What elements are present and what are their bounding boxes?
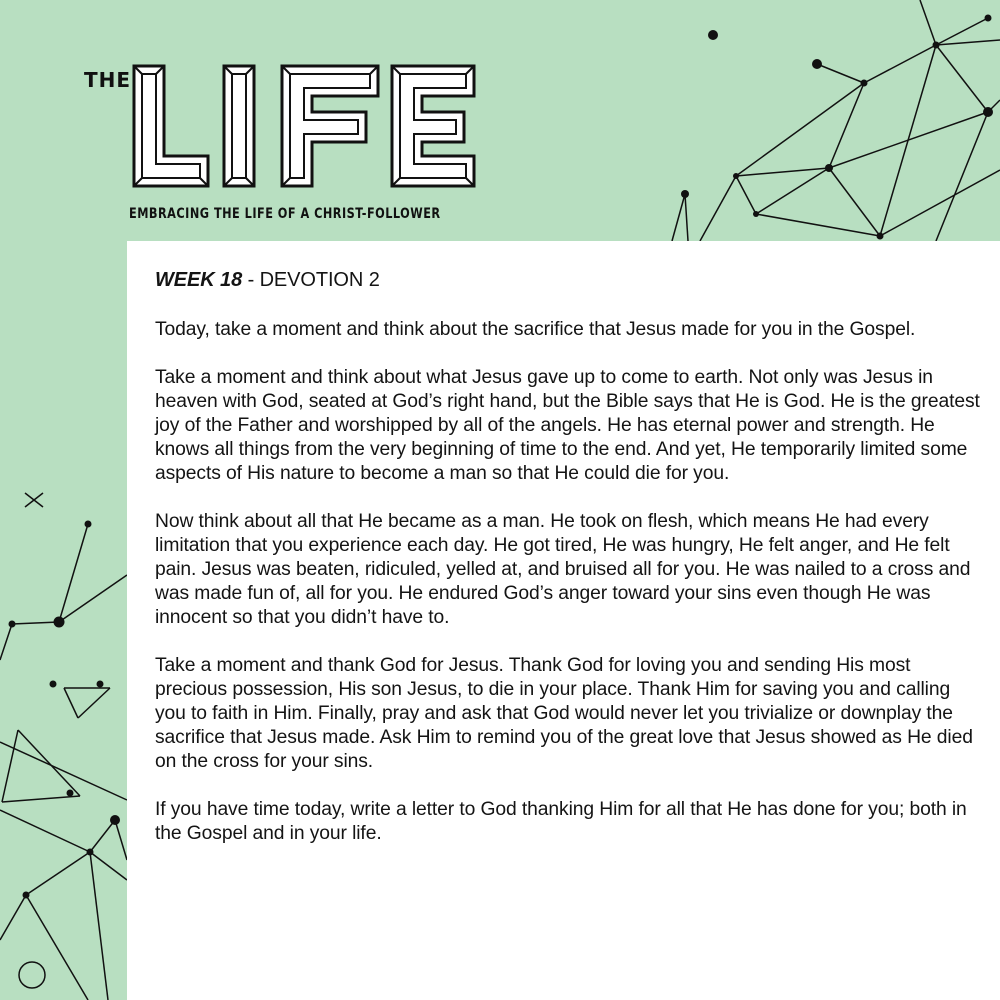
logo-tagline: EMBRACING THE LIFE OF A CHRIST-FOLLOWER — [129, 206, 441, 222]
logo-the: THE — [84, 68, 132, 92]
logo-life — [130, 64, 480, 190]
paragraph-1: Today, take a moment and think about the sacrifice that Jesus made for you in the Gospel. — [155, 319, 916, 340]
paragraph-3: Now think about all that He became as a man. He took on flesh, which means He had every limitation that you experience each day. He got tired, He was hungry, He felt anger, and He felt pain. Jesus was beaten, ridiculed, yelled at, and bruised all for you. He was nailed to a cross and was made fun of, all for you. He endured God’s anger toward your sins even though He was innocent so that you didn’t have to. — [155, 511, 971, 628]
week-label: WEEK 18 — [155, 269, 243, 291]
devotion-heading — [155, 267, 980, 293]
paragraph-2: Take a moment and think about what Jesus gave up to come to earth. Not only was Jesus in heaven with God, seated at God’s right hand, but the Bible says that He is God. He is the greatest joy of the Father and worshipped by all of the angels. He has eternal power and strength. He knows all things from the very beginning of time to the end. And yet, He temporarily limited some aspects of His nature to become a man so that He could die for you. — [155, 367, 980, 484]
devotion-content — [155, 267, 980, 870]
paragraph-5: If you have time today, write a letter to God thanking Him for all that He has done for you; both in the Gospel and in your life. — [155, 799, 967, 844]
devotion-label: - DEVOTION 2 — [242, 269, 380, 291]
paragraph-4: Take a moment and thank God for Jesus. Thank God for loving you and sending His most precious possession, His son Jesus, to die in your place. Thank Him for saving you and calling you to faith in Him. Finally, pray and ask that God would never let you trivialize or downplay the sacrifice that Jesus made. Ask Him to remind you of the great love that Jesus showed as He died on the cross for your sins. — [155, 655, 973, 772]
